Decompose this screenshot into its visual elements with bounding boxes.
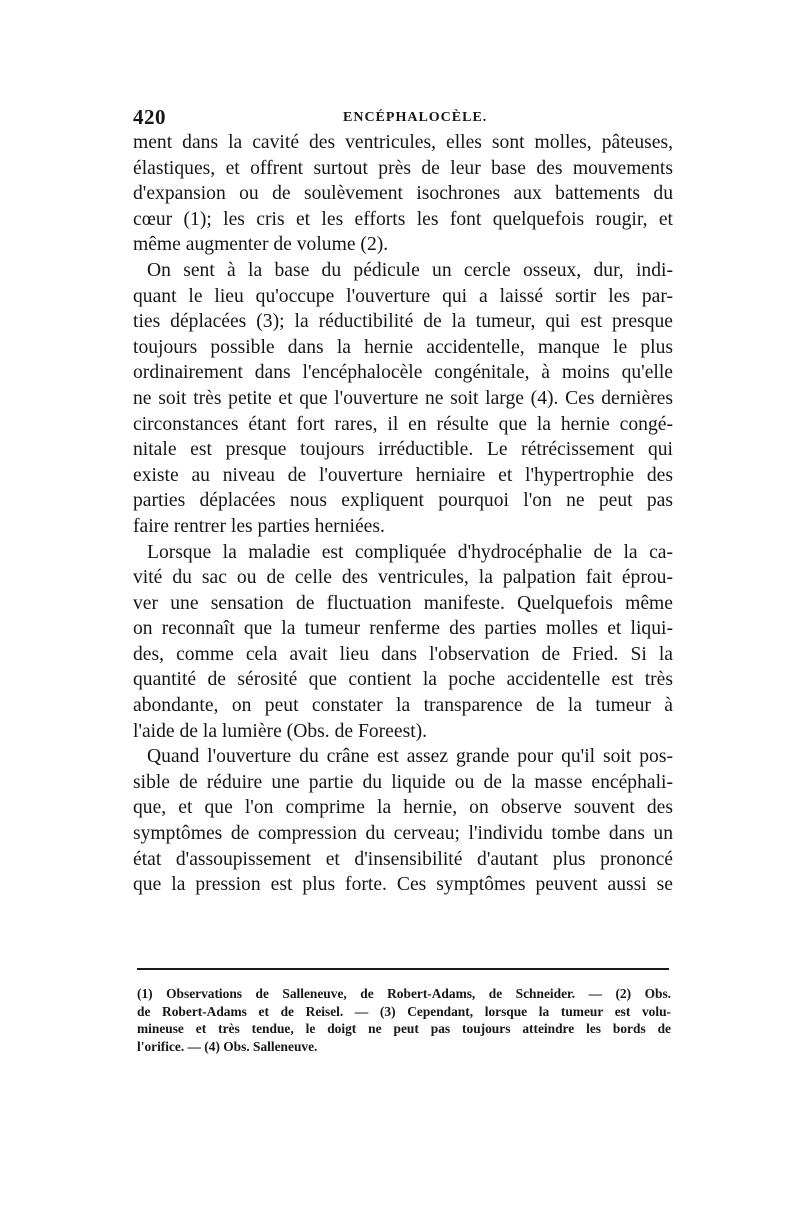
text-line: ment dans la cavité des ventricules, elles sont molles, pâteuses, — [133, 132, 673, 153]
text-line: que la pression est plus forte. Ces symptômes peuvent aussi se — [133, 874, 673, 896]
running-head: ENCÉPHALOCÈLE. — [343, 110, 488, 125]
text-line: existe au niveau de l'ouverture herniaire et l'hypertrophie des — [133, 464, 673, 486]
main-text — [133, 130, 673, 898]
text-line: des, comme cela avait lieu dans l'observation de Fried. Si la — [133, 643, 673, 665]
text-line: ordinairement dans l'encéphalocèle congénitale, à moins qu'elle — [133, 362, 673, 384]
text-line: Quand l'ouverture du crâne est assez grande pour qu'il soit pos- — [147, 746, 673, 768]
text-line: état d'assoupissement et d'insensibilité d'autant plus prononcé — [133, 848, 673, 870]
footnote-line: (1) Observations de Salleneuve, de Robert-Adams, de Schneider. — (2) Obs. — [137, 986, 671, 1001]
text-line: l'aide de la lumière (Obs. de Foreest). — [133, 720, 428, 742]
text-line: circonstances étant fort rares, il en résulte que la hernie congé- — [133, 413, 673, 435]
text-line: toujours possible dans la hernie accidentelle, manque le plus — [133, 336, 673, 358]
text-line: ties déplacées (3); la réductibilité de la tumeur, qui est presque — [133, 311, 673, 333]
text-line: même augmenter de volume (2). — [133, 234, 389, 256]
text-line: que, et que l'on comprime la hernie, on observe souvent des — [133, 797, 673, 819]
page-header — [133, 105, 673, 129]
text-line: abondante, on peut constater la transparence de la tumeur à — [133, 695, 673, 717]
text-line: Lorsque la maladie est compliquée d'hydrocéphalie de la ca- — [147, 541, 673, 563]
text-line: élastiques, et offrent surtout près de leur base des mouvements — [133, 157, 673, 179]
footnote-line: de Robert-Adams et de Reisel. — (3) Cependant, lorsque la tumeur est volu- — [137, 1003, 671, 1019]
text-line: parties déplacées nous expliquent pourquoi l'on ne peut pas — [133, 490, 673, 512]
footnote-line: l'orifice. — (4) Obs. Salleneuve. — [137, 1038, 318, 1054]
page-number: 420 — [133, 105, 166, 129]
text-line: cœur (1); les cris et les efforts les font quelquefois rougir, et — [133, 208, 673, 230]
text-line: symptômes de compression du cerveau; l'individu tombe dans un — [133, 823, 673, 845]
footnote-rule — [137, 968, 669, 970]
footnote-line: mineuse et très tendue, le doigt ne peut pas toujours atteindre les bords de — [137, 1021, 671, 1036]
text-line: vité du sac ou de celle des ventricules, la palpation fait éprou- — [133, 567, 673, 589]
text-line: ne soit très petite et que l'ouverture ne soit large (4). Ces dernières — [133, 387, 673, 409]
footnotes — [137, 985, 671, 1055]
text-line: quant le lieu qu'occupe l'ouverture qui a laissé sortir les par- — [133, 285, 673, 307]
text-line: ver une sensation de fluctuation manifeste. Quelquefois même — [133, 592, 673, 614]
text-line: d'expansion ou de soulèvement isochrones aux battements du — [133, 183, 673, 205]
text-line: nitale est presque toujours irréductible. Le rétrécissement qui — [133, 439, 673, 461]
text-line: On sent à la base du pédicule un cercle osseux, dur, indi- — [147, 259, 673, 281]
text-line: faire rentrer les parties herniées. — [133, 515, 385, 537]
text-line: quantité de sérosité que contient la poche accidentelle est très — [133, 669, 673, 691]
text-line: sible de réduire une partie du liquide ou de la masse encéphali- — [133, 771, 673, 793]
text-line: on reconnaît que la tumeur renferme des parties molles et liqui- — [133, 618, 673, 640]
